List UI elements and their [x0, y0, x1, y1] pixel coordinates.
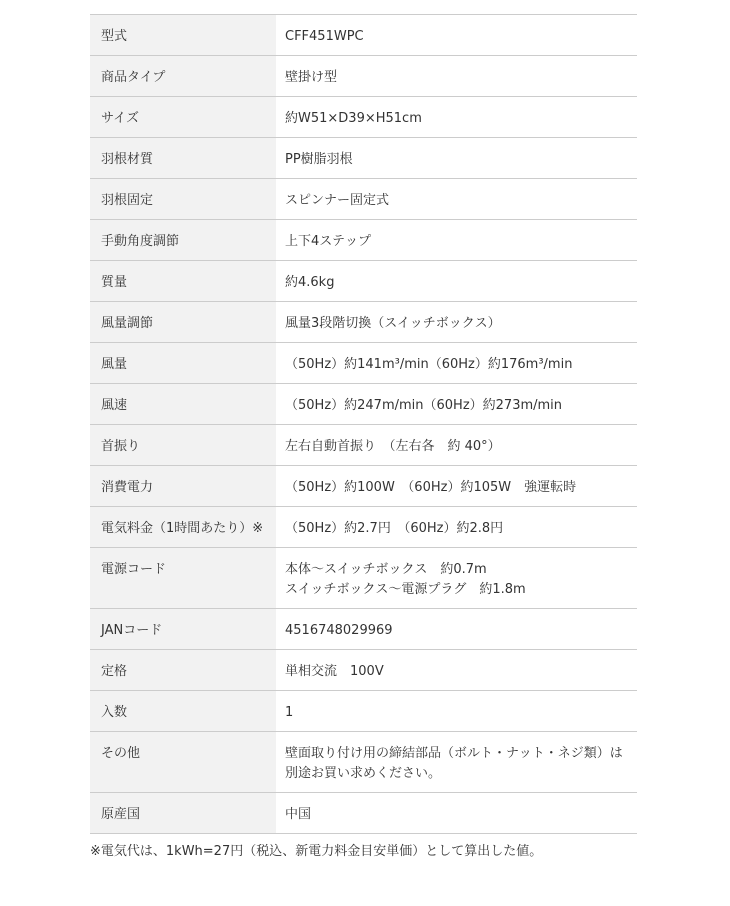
spec-value-line: 壁面取り付け用の締結部品（ボルト・ナット・ネジ類）は: [285, 746, 623, 761]
spec-label: 電気料金（1時間あたり）※: [90, 507, 276, 547]
spec-value-line: 1: [285, 705, 294, 720]
spec-value: [276, 343, 637, 383]
spec-row-wind-speed: [90, 384, 637, 425]
spec-row-rating: [90, 650, 637, 691]
spec-value-line: 本体～スイッチボックス 約0.7m: [285, 562, 487, 577]
spec-label: 手動角度調節: [90, 220, 276, 260]
spec-label: 商品タイプ: [90, 56, 276, 96]
spec-label: 型式: [90, 15, 276, 55]
spec-label: 羽根固定: [90, 179, 276, 219]
spec-table: [90, 14, 637, 834]
spec-label: 風速: [90, 384, 276, 424]
spec-value: [276, 609, 637, 649]
spec-value-line: 左右自動首振り （左右各 約 40°）: [285, 439, 501, 454]
spec-row-power-cord: [90, 548, 637, 609]
spec-row-size: [90, 97, 637, 138]
spec-value: [276, 302, 637, 342]
spec-row-blade-fixing: [90, 179, 637, 220]
spec-value: [276, 466, 637, 506]
spec-value: [276, 56, 637, 96]
spec-value: [276, 793, 637, 833]
spec-row-manual-angle: [90, 220, 637, 261]
spec-value: [276, 384, 637, 424]
spec-label: その他: [90, 732, 276, 792]
spec-label: 風量: [90, 343, 276, 383]
spec-row-other: [90, 732, 637, 793]
spec-label: サイズ: [90, 97, 276, 137]
spec-value: [276, 138, 637, 178]
spec-value: [276, 650, 637, 690]
spec-label: 首振り: [90, 425, 276, 465]
spec-label: 入数: [90, 691, 276, 731]
spec-label: 質量: [90, 261, 276, 301]
spec-row-airflow: [90, 343, 637, 384]
spec-row-oscillation: [90, 425, 637, 466]
spec-value: [276, 97, 637, 137]
spec-row-blade-material: [90, 138, 637, 179]
spec-value: [276, 179, 637, 219]
spec-row-model: [90, 15, 637, 56]
spec-value: [276, 732, 637, 792]
spec-value-line: 約4.6kg: [285, 275, 335, 290]
spec-value-line: 風量3段階切換（スイッチボックス）: [285, 316, 501, 331]
footnote: ※電気代は、1kWh=27円（税込、新電力料金目安単価）として算出した値。: [90, 844, 543, 859]
spec-value-line: PP樹脂羽根: [285, 152, 353, 167]
spec-value-line: 4516748029969: [285, 623, 393, 638]
spec-value-line: CFF451WPC: [285, 29, 364, 44]
spec-value: [276, 261, 637, 301]
spec-value: [276, 507, 637, 547]
spec-value-line: 約W51×D39×H51cm: [285, 111, 422, 126]
spec-label: 風量調節: [90, 302, 276, 342]
spec-label: JANコード: [90, 609, 276, 649]
spec-row-power-consumption: [90, 466, 637, 507]
spec-value-line: （50Hz）約247m/min（60Hz）約273m/min: [285, 398, 563, 413]
spec-value-line: 上下4ステップ: [285, 234, 372, 249]
spec-value-line: （50Hz）約141m³/min（60Hz）約176m³/min: [285, 357, 573, 372]
spec-value: [276, 548, 637, 608]
spec-label: 電源コード: [90, 548, 276, 608]
spec-label: 消費電力: [90, 466, 276, 506]
spec-row-origin: [90, 793, 637, 834]
spec-value: [276, 220, 637, 260]
spec-value-line: 別途お買い求めください。: [285, 766, 442, 781]
spec-row-quantity: [90, 691, 637, 732]
spec-label: 羽根材質: [90, 138, 276, 178]
spec-row-weight: [90, 261, 637, 302]
spec-value: [276, 15, 637, 55]
spec-value: [276, 425, 637, 465]
spec-value: [276, 691, 637, 731]
spec-value-line: （50Hz）約2.7円 （60Hz）約2.8円: [285, 521, 504, 536]
spec-row-jan-code: [90, 609, 637, 650]
spec-row-electricity-cost: [90, 507, 637, 548]
spec-row-airflow-control: [90, 302, 637, 343]
spec-row-product-type: [90, 56, 637, 97]
spec-value-line: 単相交流 100V: [285, 664, 384, 679]
spec-label: 原産国: [90, 793, 276, 833]
spec-label: 定格: [90, 650, 276, 690]
spec-value-line: （50Hz）約100W （60Hz）約105W 強運転時: [285, 480, 577, 495]
spec-value-line: 中国: [285, 807, 312, 822]
spec-value-line: スピンナー固定式: [285, 193, 390, 208]
spec-value-line: 壁掛け型: [285, 70, 338, 85]
spec-value-line: スイッチボックス～電源プラグ 約1.8m: [285, 582, 526, 597]
